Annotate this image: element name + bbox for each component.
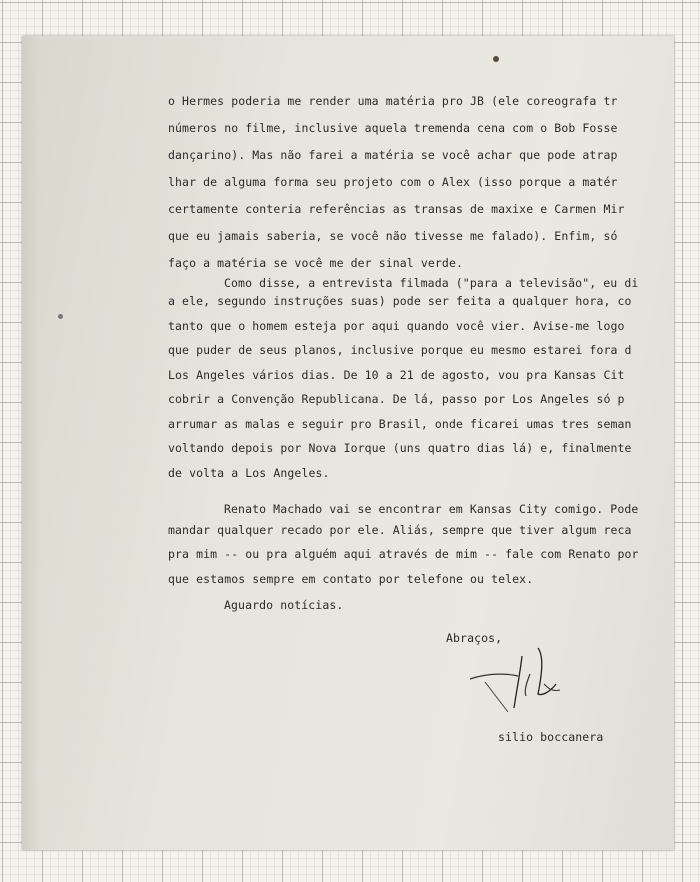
text-line: que puder de seus planos, inclusive porque eu mesmo estarei fora d bbox=[168, 343, 632, 357]
signature-name: silio boccanera bbox=[498, 730, 604, 744]
closing: Abraços, bbox=[446, 631, 503, 645]
text-line: números no filme, inclusive aquela tremenda cena com o Bob Fosse bbox=[168, 121, 618, 135]
text-line: tanto que o homem esteja por aqui quando você vier. Avise-me logo bbox=[168, 319, 625, 333]
letter-sheet bbox=[22, 36, 674, 850]
punch-hole bbox=[58, 314, 63, 319]
text-line: Los Angeles vários dias. De 10 a 21 de agosto, vou pra Kansas Cit bbox=[168, 368, 625, 382]
text-line: que eu jamais saberia, se você não tivesse me falado). Enfim, só bbox=[168, 229, 618, 243]
text-line: Como disse, a entrevista filmada ("para a televisão", eu di bbox=[224, 276, 639, 290]
text-line: de volta a Los Angeles. bbox=[168, 466, 330, 480]
handwritten-signature bbox=[460, 634, 570, 724]
text-line: certamente conteria referências as transas de maxixe e Carmen Mir bbox=[168, 202, 625, 216]
text-line: Renato Machado vai se encontrar em Kansas City comigo. Pode bbox=[224, 502, 639, 516]
text-line: cobrir a Convenção Republicana. De lá, passo por Los Angeles só p bbox=[168, 392, 625, 406]
text-line: mandar qualquer recado por ele. Aliás, sempre que tiver algum reca bbox=[168, 523, 632, 537]
text-line: Aguardo notícias. bbox=[224, 598, 344, 612]
text-line: voltando depois por Nova Iorque (uns quatro dias lá) e, finalmente bbox=[168, 441, 632, 455]
text-line: a ele, segundo instruções suas) pode ser feita a qualquer hora, co bbox=[168, 294, 632, 308]
text-line: dançarino). Mas não farei a matéria se você achar que pode atrap bbox=[168, 148, 618, 162]
punch-hole bbox=[493, 56, 499, 62]
text-line: arrumar as malas e seguir pro Brasil, onde ficarei umas tres seman bbox=[168, 417, 632, 431]
text-line: que estamos sempre em contato por telefone ou telex. bbox=[168, 572, 534, 586]
text-line: lhar de alguma forma seu projeto com o Alex (isso porque a matér bbox=[168, 175, 618, 189]
text-line: o Hermes poderia me render uma matéria pro JB (ele coreografa tr bbox=[168, 94, 618, 108]
text-line: faço a matéria se você me der sinal verde. bbox=[168, 256, 463, 270]
text-line: pra mim -- ou pra alguém aqui através de mim -- fale com Renato por bbox=[168, 547, 639, 561]
